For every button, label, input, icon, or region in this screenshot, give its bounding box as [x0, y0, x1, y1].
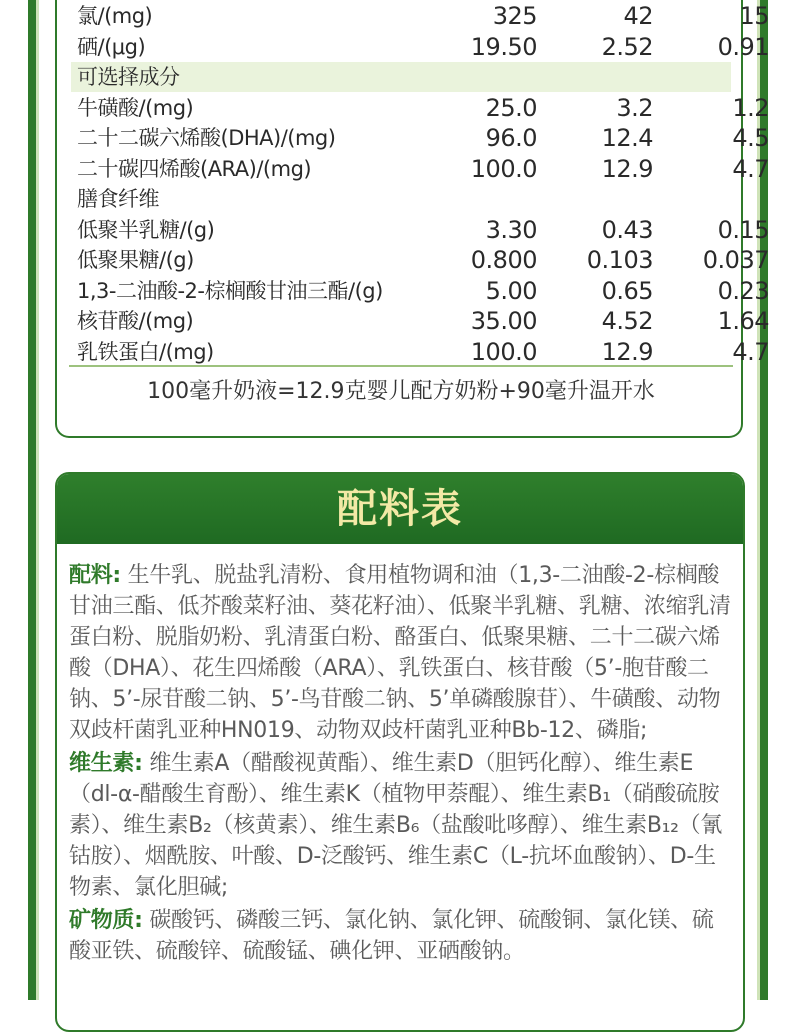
- nutrient-value-v3: 0.91: [717, 32, 769, 61]
- ingredient-section-minerals: [69, 905, 733, 967]
- nutrient-name: 1,3-二油酸-2-棕榈酸甘油三酯/(g): [77, 278, 383, 303]
- nutrient-value-v3: 4.7: [732, 337, 769, 366]
- ingredients-title: 配料表: [337, 486, 463, 532]
- nutrient-value-v2: 0.103: [586, 246, 653, 274]
- nutrient-name: 二十碳四烯酸(ARA)/(mg): [77, 156, 312, 181]
- nutrient-name: 低聚果糖/(g): [77, 248, 194, 272]
- table-row: [71, 154, 769, 184]
- nutrient-name: 乳铁蛋白/(mg): [77, 339, 214, 364]
- nutrient-value-v1: 325: [492, 2, 537, 30]
- section-text: 生牛乳、脱盐乳清粉、食用植物调和油（1,3-二油酸-2-棕榈酸甘油三酯、低芥酸菜籽油、葵花籽油）、低聚半乳糖、乳糖、浓缩乳清蛋白粉、脱脂奶粉、乳清蛋白粉、酪蛋白、低聚果糖、二十二碳六烯酸（DHA）、花生四烯酸（ARA）、乳铁蛋白、核苷酸（5’-胞苷酸二钠、5’-尿苷酸二钠、5’-鸟苷酸二钠、5’单磷酸腺苷）、牛磺酸、动物双歧杆菌乳亚种HN019、动物双歧杆菌乳亚种Bb-12、磷脂;: [69, 563, 731, 743]
- nutrient-name: 氯/(mg): [77, 4, 153, 28]
- section-label: 维生素:: [69, 751, 143, 776]
- nutrient-value-v3: 4.7: [732, 154, 769, 183]
- nutrient-name: 膳食纤维: [77, 187, 159, 211]
- nutrient-value-v2: 0.43: [601, 215, 653, 244]
- nutrient-value-v2: 12.9: [601, 337, 653, 366]
- left-frame-rail: [28, 0, 36, 1000]
- nutrient-value-v1: 3.30: [485, 215, 537, 244]
- nutrient-value-v1: 100.0: [470, 337, 537, 366]
- nutrient-value-v3: 1.64: [717, 307, 769, 335]
- nutrient-value-v2: 3.2: [616, 93, 653, 122]
- nutrient-name: 二十二碳六烯酸(DHA)/(mg): [77, 126, 336, 150]
- nutrient-value-v1: 35.00: [470, 307, 537, 335]
- table-row: [71, 184, 731, 214]
- nutrient-value-v2: 4.52: [601, 307, 653, 335]
- nutrient-value-v1: 100.0: [470, 154, 537, 183]
- nutrient-value-v3: 15: [739, 2, 769, 30]
- nutrient-name: 核苷酸/(mg): [77, 309, 194, 333]
- nutrient-value-v2: 42: [623, 2, 653, 30]
- left-frame-inner-line: [36, 0, 39, 1000]
- nutrient-value-v1: 19.50: [470, 32, 537, 61]
- nutrient-value-v2: 2.52: [601, 32, 653, 61]
- ingredient-section-vitamins: [69, 748, 733, 903]
- ingredient-section-base: [69, 560, 733, 746]
- ingredients-panel: [55, 472, 745, 1032]
- section-text: 碳酸钙、磷酸三钙、氯化钠、氯化钾、硫酸铜、氯化镁、硫酸亚铁、硫酸锌、硫酸锰、碘化钾、亚硒酸钠。: [69, 908, 714, 964]
- ingredients-body: [69, 560, 733, 969]
- section-label: 配料:: [69, 563, 121, 588]
- ingredients-header: [57, 474, 743, 544]
- table-row: [71, 306, 769, 336]
- nutrient-value-v3: 1.2: [732, 93, 769, 122]
- table-row: [71, 93, 769, 123]
- table-row: [71, 123, 769, 153]
- nutrient-value-v1: 25.0: [485, 93, 537, 122]
- nutrient-value-v3: 0.23: [717, 276, 769, 305]
- nutrition-table: [55, 0, 769, 438]
- nutrient-value-v1: 5.00: [485, 276, 537, 305]
- nutrient-name: 牛磺酸/(mg): [77, 95, 194, 120]
- table-row: [71, 337, 769, 367]
- nutrient-value-v1: 96.0: [485, 124, 537, 152]
- nutrient-value-v2: 12.9: [601, 154, 653, 183]
- table-row: [71, 32, 769, 62]
- serving-footnote: 100毫升奶液=12.9克婴儿配方奶粉+90毫升温开水: [147, 379, 655, 404]
- table-divider: [69, 365, 733, 367]
- section-text: 维生素A（醋酸视黄酯）、维生素D（胆钙化醇）、维生素E（dl-α-醋酸生育酚）、维生素K（植物甲萘醌）、维生素B₁（硝酸硫胺素）、维生素B₂（核黄素）、维生素B₆（盐酸吡哆醇）、维生素B₁₂（氰钴胺）、烟酰胺、叶酸、D-泛酸钙、维生素C（L-抗坏血酸钠）、D-生物素、氯化胆碱;: [69, 751, 723, 900]
- nutrient-value-v2: 12.4: [601, 124, 653, 152]
- table-row: [71, 215, 769, 245]
- table-row: [71, 245, 769, 275]
- nutrient-value-v3: 4.5: [732, 124, 769, 152]
- nutrient-name: 低聚半乳糖/(g): [77, 217, 215, 242]
- table-row: [71, 1, 769, 31]
- table-row: [71, 62, 731, 92]
- nutrient-value-v3: 0.15: [717, 215, 769, 244]
- nutrient-value-v2: 0.65: [601, 276, 653, 305]
- nutrient-name: 可选择成分: [77, 65, 180, 89]
- table-row: [71, 276, 769, 306]
- nutrient-value-v3: 0.037: [702, 246, 769, 274]
- nutrient-value-v1: 0.800: [470, 246, 537, 274]
- nutrient-name: 硒/(μg): [77, 34, 146, 59]
- section-label: 矿物质:: [69, 908, 143, 933]
